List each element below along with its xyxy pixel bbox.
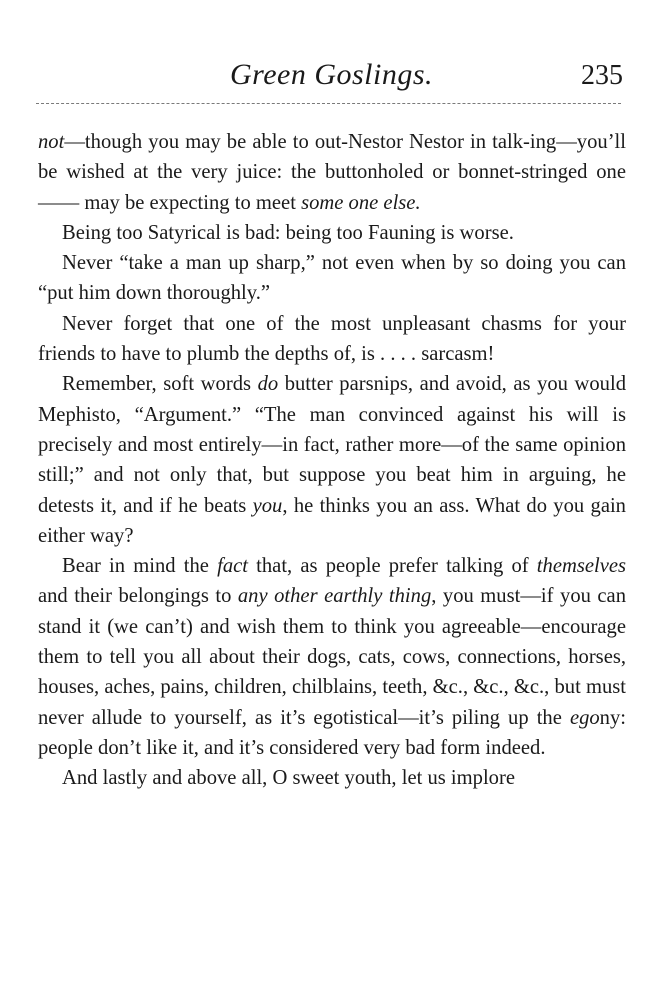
paragraph	[38, 127, 626, 218]
paragraph	[38, 218, 626, 248]
text-run: Never “take a man up sharp,” not even when by so doing you can “put him down thoroughly.”	[38, 252, 626, 305]
page-number: 235	[581, 60, 623, 91]
paragraph	[38, 248, 626, 309]
text-run: Never forget that one of the most unpleasant chasms for your friends to have to plumb the depths of, is . . . . sarcasm!	[38, 312, 626, 366]
header-rule	[36, 103, 621, 104]
paragraph	[38, 551, 626, 763]
italic-text: any other earthly thing	[237, 585, 432, 608]
text-run: butter parsnips, and avoid, as you would Mephisto, “Argument.” “The man convinced against his will is precisely and most entirely—in fact, rather more—of the same opinion still;” and not only that, but suppose you beat him in arguing, he detests it, and if he beats	[38, 373, 626, 517]
italic-text: not	[38, 131, 65, 153]
text-run: ny: people don’t like it, and it’s considered very bad form indeed.	[38, 706, 626, 759]
text-run: Bear in mind the	[62, 555, 218, 578]
italic-text: fact	[217, 555, 248, 578]
text-run: that, as people prefer talking of	[247, 555, 537, 578]
italic-text: themselves	[536, 555, 626, 578]
text-run: , he thinks you an ass. What do you gain either way?	[38, 494, 626, 547]
text-run: And lastly and above all, O sweet youth, let us implore	[62, 767, 515, 790]
italic-text: do	[257, 373, 279, 396]
text-run: Remember, soft words	[62, 373, 258, 396]
body-text	[38, 127, 626, 794]
running-title: Green Goslings.	[229, 58, 434, 91]
paragraph	[38, 369, 626, 551]
paragraph	[38, 763, 626, 793]
italic-text: ego	[569, 706, 600, 729]
text-run: and their belongings to	[38, 585, 238, 608]
paragraph	[38, 309, 626, 370]
running-head	[40, 58, 623, 102]
italic-text: you	[252, 494, 283, 517]
text-run: Being too Satyrical is bad: being too Fauning is worse.	[62, 221, 514, 244]
text-run: —though you may be able to out-Nestor Nestor in talk-ing—you’ll be wished at the very juice: the buttonholed or bonnet-stringed one —— may be expecting to meet	[38, 131, 626, 214]
text-run: , you must—if you can stand it (we can’t) and wish them to think you agreeable—encourage them to tell you all about their dogs, cats, cows, connections, horses, houses, aches, pains, children, chilblains, teeth, &c., &c., &c., but must never allude to yourself, as it’s egotistical—it’s piling up the	[38, 585, 626, 729]
italic-text: some one else.	[301, 191, 421, 214]
